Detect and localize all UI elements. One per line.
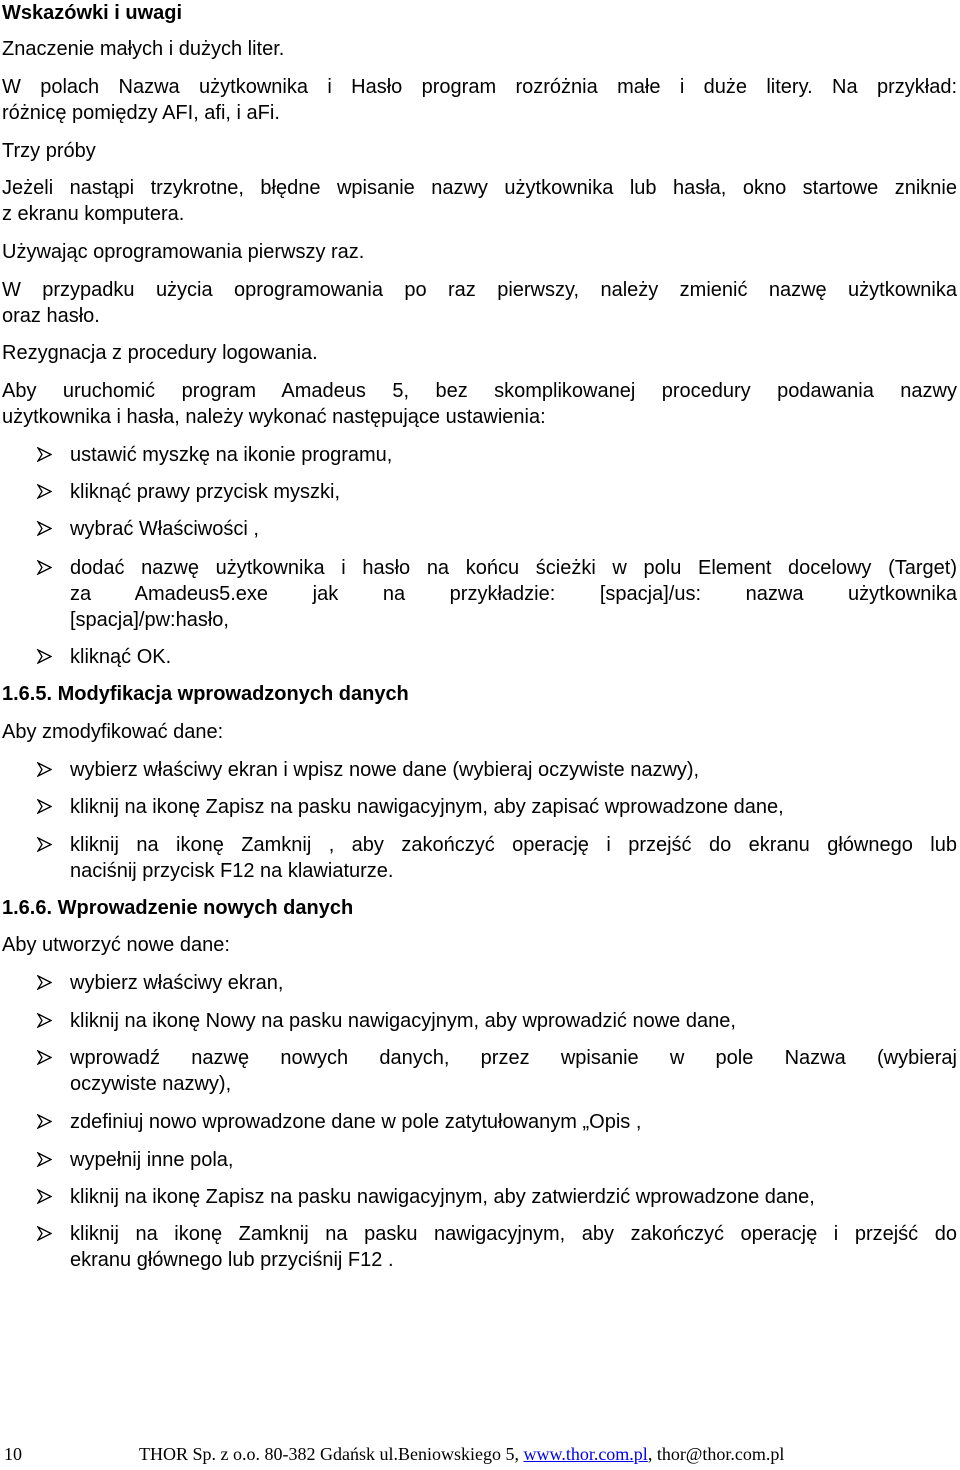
list-item: kliknij na ikonę Zapisz na pasku nawigacyjnym, aby zapisać wprowadzone dane, (70, 796, 784, 818)
para-title-three-attempts: Trzy próby (2, 140, 96, 162)
website-link[interactable]: www.thor.com.pl (523, 1444, 648, 1464)
section-heading-new-data: 1.6.6. Wprowadzenie nowych danych (2, 897, 354, 919)
arrowhead-bullet-icon (37, 1221, 53, 1247)
para-title-letter-case: Znaczenie małych i dużych liter. (2, 38, 285, 60)
list-item: wprowadź nazwę nowych danych, przez wpisanie w pole Nazwa (wybieraj (70, 1047, 957, 1069)
page-footer (2, 1442, 957, 1466)
list-item: ustawić myszkę na ikonie programu, (70, 444, 393, 466)
arrowhead-bullet-icon (37, 794, 53, 820)
list-item-continuation: ekranu głównego lub przyciśnij F12 . (70, 1249, 394, 1271)
arrowhead-bullet-icon (37, 516, 53, 542)
para-text: W przypadku użycia oprogramowania po raz pierwszy, należy zmienić nazwę użytkownika (2, 279, 957, 301)
company-address: THOR Sp. z o.o. 80-382 Gdańsk ul.Beniowskiego 5, (139, 1444, 524, 1464)
arrowhead-bullet-icon (37, 479, 53, 505)
footer-address (139, 1442, 784, 1466)
para-title-first-use: Używając oprogramowania pierwszy raz. (2, 241, 365, 263)
list-item-continuation: oczywiste nazwy), (70, 1073, 232, 1095)
page-number: 10 (4, 1444, 22, 1464)
arrowhead-bullet-icon (37, 970, 53, 996)
para-text: użytkownika i hasła, należy wykonać następujące ustawienia: (2, 406, 546, 428)
list-item-continuation: za Amadeus5.exe jak na przykładzie: [spacja]/us: nazwa użytkownika (70, 583, 957, 605)
section-intro: Aby utworzyć nowe dane: (2, 934, 230, 956)
list-item: kliknąć OK. (70, 646, 172, 668)
arrowhead-bullet-icon (37, 1008, 53, 1034)
list-item: zdefiniuj nowo wprowadzone dane w pole zatytułowanym „Opis , (70, 1111, 642, 1133)
list-item: wybierz właściwy ekran i wpisz nowe dane (wybieraj oczywiste nazwy), (70, 759, 700, 781)
para-text: oraz hasło. (2, 305, 100, 327)
arrowhead-bullet-icon (37, 757, 53, 783)
arrowhead-bullet-icon (37, 832, 53, 858)
section-intro: Aby zmodyfikować dane: (2, 721, 224, 743)
para-text: Aby uruchomić program Amadeus 5, bez skomplikowanej procedury podawania nazwy (2, 380, 957, 402)
list-item: wypełnij inne pola, (70, 1149, 234, 1171)
list-item: kliknąć prawy przycisk myszki, (70, 481, 341, 503)
list-item: kliknij na ikonę Zamknij na pasku nawigacyjnym, aby zakończyć operację i przejść do (70, 1223, 957, 1245)
email-address: thor@thor.com.pl (656, 1444, 785, 1464)
arrowhead-bullet-icon (37, 442, 53, 468)
arrowhead-bullet-icon (37, 1147, 53, 1173)
list-item: kliknij na ikonę Zamknij , aby zakończyć operację i przejść do ekranu głównego lub (70, 834, 957, 856)
list-item-continuation: [spacja]/pw:hasło, (70, 609, 229, 631)
list-item: kliknij na ikonę Nowy na pasku nawigacyjnym, aby wprowadzić nowe dane, (70, 1010, 736, 1032)
arrowhead-bullet-icon (37, 644, 53, 670)
arrowhead-bullet-icon (37, 555, 53, 581)
para-text: z ekranu komputera. (2, 203, 185, 225)
para-text: W polach Nazwa użytkownika i Hasło program rozróżnia małe i duże litery. Na przykład: (2, 76, 957, 98)
footer-separator: , (647, 1444, 657, 1464)
list-item: wybrać Właściwości , (70, 518, 259, 540)
para-title-skip-login: Rezygnacja z procedury logowania. (2, 342, 318, 364)
arrowhead-bullet-icon (37, 1109, 53, 1135)
para-text: Jeżeli nastąpi trzykrotne, błędne wpisanie nazwy użytkownika lub hasła, okno startowe zniknie (2, 177, 957, 199)
para-text: różnicę pomiędzy AFI, afi, i aFi. (2, 102, 280, 124)
arrowhead-bullet-icon (37, 1184, 53, 1210)
list-item: wybierz właściwy ekran, (70, 972, 284, 994)
list-item-continuation: naciśnij przycisk F12 na klawiaturze. (70, 860, 394, 882)
page-heading: Wskazówki i uwagi (2, 2, 183, 24)
list-item: dodać nazwę użytkownika i hasło na końcu ścieżki w polu Element docelowy (Target) (70, 557, 957, 579)
section-heading-modify: 1.6.5. Modyfikacja wprowadzonych danych (2, 683, 409, 705)
arrowhead-bullet-icon (37, 1045, 53, 1071)
list-item: kliknij na ikonę Zapisz na pasku nawigacyjnym, aby zatwierdzić wprowadzone dane, (70, 1186, 815, 1208)
